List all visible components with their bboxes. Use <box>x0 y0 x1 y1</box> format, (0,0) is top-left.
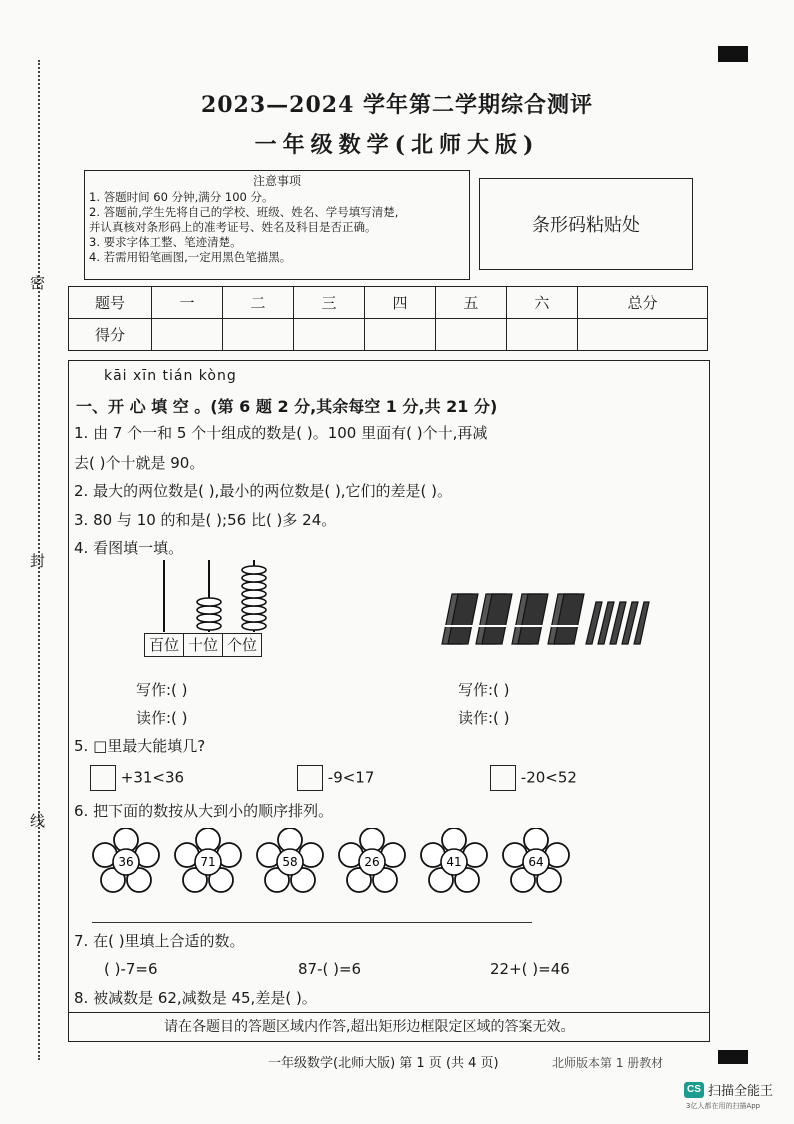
flower <box>92 828 160 896</box>
margin-char-xian: 线 <box>30 812 46 830</box>
flower-number: 71 <box>200 855 216 869</box>
page-footer: 一年级数学(北师大版) 第 1 页 (共 4 页) <box>268 1056 499 1071</box>
score-cell[interactable] <box>506 319 577 351</box>
q4-read-right: 读作:( ) <box>458 709 510 727</box>
abacus-bead <box>242 574 266 582</box>
flower <box>256 828 324 896</box>
q7-item-3: 22+( )=46 <box>490 960 570 978</box>
flower-number: 26 <box>364 855 380 869</box>
q5-item-1-text: +31<36 <box>120 768 185 787</box>
score-row-label: 得分 <box>69 319 152 351</box>
flower-row <box>92 828 570 896</box>
abacus-bead <box>197 598 221 606</box>
abacus-label-tens: 十位 <box>184 633 223 657</box>
barcode-area <box>479 178 693 270</box>
abacus-bead <box>242 598 266 606</box>
barcode-label: 条形码粘贴处 <box>532 215 640 236</box>
score-cell[interactable] <box>435 319 506 351</box>
exam-title: 2023—2024 学年第二学期综合测评 <box>200 92 594 118</box>
question-8: 8. 被减数是 62,减数是 45,差是( )。 <box>74 989 317 1007</box>
score-cell[interactable] <box>364 319 435 351</box>
question-2: 2. 最大的两位数是( ),最小的两位数是( ),它们的差是( )。 <box>74 482 453 500</box>
stick-bundle <box>442 594 478 644</box>
score-header-cell: 六 <box>506 287 577 319</box>
q5-item-2-text: -9<17 <box>327 768 375 787</box>
scanner-name: 扫描全能王 <box>708 1084 774 1099</box>
question-3: 3. 80 与 10 的和是( );56 比( )多 24。 <box>74 511 337 529</box>
bottom-notice: 请在各题目的答题区域内作答,超出矩形边框限定区域的答案无效。 <box>164 1019 575 1035</box>
abacus-bead <box>242 582 266 590</box>
answer-square[interactable] <box>297 765 323 791</box>
notice-divider <box>68 1012 710 1013</box>
notes-line: 2. 答题前,学生先将自己的学校、班级、姓名、学号填写清楚, <box>89 205 399 219</box>
footer-right-text: 北师版本第 1 册教材 <box>552 1056 664 1070</box>
score-header-cell: 三 <box>293 287 364 319</box>
notes-box <box>84 170 470 280</box>
margin-char-mi: 密 <box>30 274 46 292</box>
q4-write-right: 写作:( ) <box>458 681 510 699</box>
stick-bundle <box>548 594 584 644</box>
notes-line: 3. 要求字体工整、笔迹清楚。 <box>89 235 242 249</box>
abacus-figure <box>140 556 280 636</box>
score-cell[interactable] <box>222 319 293 351</box>
notes-title: 注意事项 <box>252 174 301 188</box>
abacus-labels <box>144 633 262 657</box>
score-header-cell: 题号 <box>69 287 152 319</box>
abacus-label-hundreds: 百位 <box>144 633 184 657</box>
section1-pinyin: kāi xīn tián kòng <box>104 368 237 384</box>
question-1-line-2: 去( )个十就是 90。 <box>74 454 205 472</box>
score-header-cell: 一 <box>152 287 223 319</box>
score-cell[interactable] <box>577 319 707 351</box>
abacus-label-ones: 个位 <box>223 633 262 657</box>
exam-subtitle: 一年级数学(北师大版) <box>254 132 540 158</box>
question-1-line-1: 1. 由 7 个一和 5 个十组成的数是( )。100 里面有( )个十,再减 <box>74 424 488 442</box>
q6-answer-line[interactable] <box>92 922 532 923</box>
notes-line: 1. 答题时间 60 分钟,满分 100 分。 <box>89 190 274 204</box>
abacus-bead <box>197 614 221 622</box>
q7-item-1: ( )-7=6 <box>104 960 158 978</box>
stick-bundles-figure <box>436 590 650 650</box>
q5-item-1 <box>90 765 184 791</box>
notes-line: 4. 若需用铅笔画图,一定用黑色笔描黑。 <box>89 250 292 264</box>
abacus-bead <box>242 606 266 614</box>
q7-item-2: 87-( )=6 <box>298 960 362 978</box>
abacus-bead <box>197 606 221 614</box>
question-5: 5. □里最大能填几? <box>74 737 206 755</box>
q5-item-3 <box>490 765 577 791</box>
score-header-cell: 总分 <box>577 287 707 319</box>
scanner-watermark <box>684 1080 773 1099</box>
flower <box>338 828 406 896</box>
single-sticks <box>586 602 649 644</box>
score-cell[interactable] <box>293 319 364 351</box>
abacus-bead <box>242 614 266 622</box>
q5-item-2 <box>297 765 374 791</box>
score-table <box>68 286 708 351</box>
score-table-score-row <box>69 319 708 351</box>
question-4: 4. 看图填一填。 <box>74 539 184 557</box>
flower-number: 58 <box>282 855 298 869</box>
question-7: 7. 在( )里填上合适的数。 <box>74 932 245 950</box>
q4-write-left: 写作:( ) <box>136 681 188 699</box>
flower-number: 36 <box>118 855 134 869</box>
score-table-header-row <box>69 287 708 319</box>
abacus-bead <box>197 622 221 630</box>
flower <box>174 828 242 896</box>
flower-number: 64 <box>528 855 544 869</box>
flower <box>502 828 570 896</box>
abacus-bead <box>242 622 266 630</box>
score-cell[interactable] <box>152 319 223 351</box>
question-6: 6. 把下面的数按从大到小的顺序排列。 <box>74 802 334 820</box>
answer-square[interactable] <box>490 765 516 791</box>
corner-marker-top <box>718 46 748 62</box>
abacus-bead <box>242 566 266 574</box>
score-header-cell: 四 <box>364 287 435 319</box>
q5-item-3-text: -20<52 <box>520 768 577 787</box>
stick-bundle <box>512 594 548 644</box>
abacus-bead <box>242 590 266 598</box>
score-header-cell: 二 <box>222 287 293 319</box>
corner-marker-bottom <box>718 1050 748 1064</box>
flower <box>420 828 488 896</box>
q4-read-left: 读作:( ) <box>136 709 188 727</box>
scanner-logo: CS <box>684 1082 704 1098</box>
notes-line: 并认真核对条形码上的准考证号、姓名及科目是否正确。 <box>89 220 377 234</box>
answer-square[interactable] <box>90 765 116 791</box>
section1-heading: 一、开 心 填 空 。(第 6 题 2 分,其余每空 1 分,共 21 分) <box>76 397 498 416</box>
scanner-subtext: 3亿人都在用的扫描App <box>686 1102 761 1110</box>
score-header-cell: 五 <box>435 287 506 319</box>
margin-char-feng: 封 <box>30 552 46 570</box>
stick-bundle <box>476 594 512 644</box>
flower-number: 41 <box>446 855 462 869</box>
